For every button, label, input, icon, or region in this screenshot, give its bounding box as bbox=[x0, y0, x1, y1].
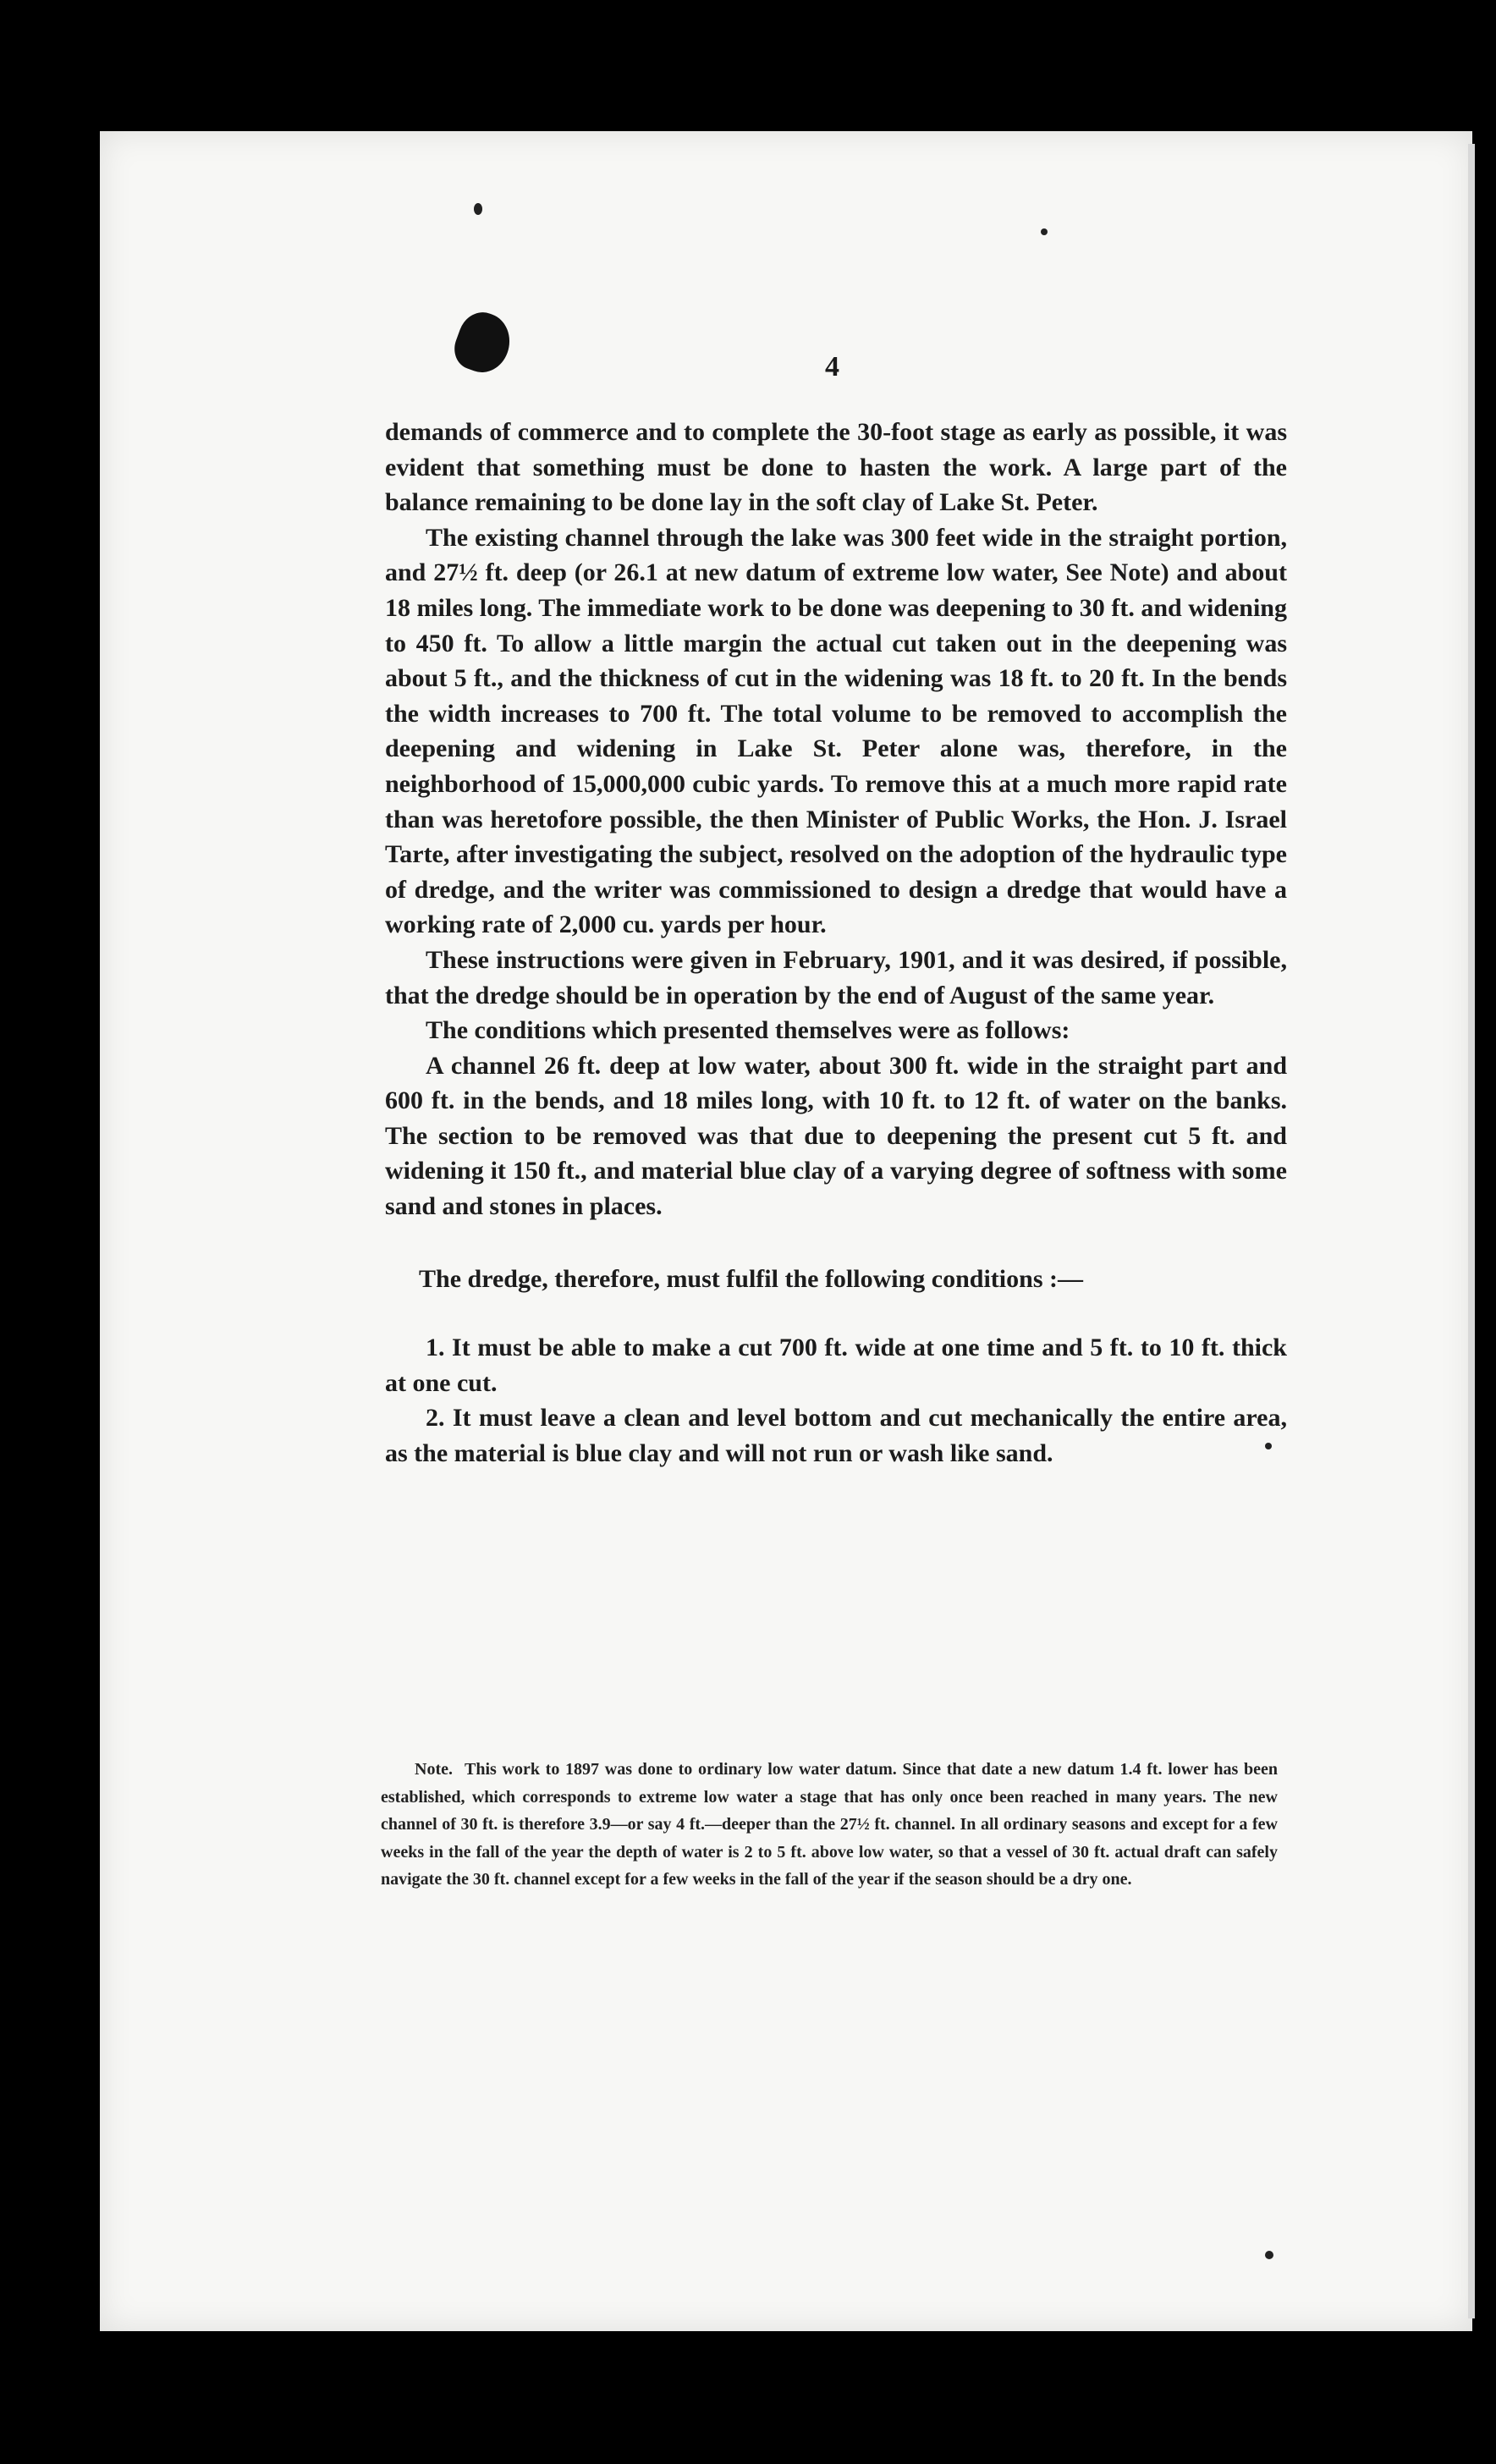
paragraph: These instructions were given in February, 1901, and it was desired, if possible, that the dredge should be in operation by the end of August of the same year. bbox=[385, 945, 1287, 1009]
conditions-heading: The dredge, therefore, must fulfil the following conditions :— bbox=[419, 1264, 1083, 1293]
paragraph: A channel 26 ft. deep at low water, about 300 ft. wide in the straight part and 600 ft. in the bends, and 18 miles long, with 10 ft. to 12 ft. of water on the banks. The section to be removed was that due to deepening the present cut 5 ft. and widening it 150 ft., and material blue clay of a varying degree of softness with some sand and stones in places. bbox=[385, 1051, 1287, 1221]
body-text bbox=[385, 415, 1287, 1471]
footnote bbox=[381, 1756, 1278, 1894]
paragraph: The conditions which presented themselves were as follows: bbox=[426, 1016, 1070, 1045]
condition-item: 2. It must leave a clean and level bottom and cut mechanically the entire area, as the material is blue clay and will not run or wash like sand. bbox=[385, 1404, 1287, 1468]
footnote-text: This work to 1897 was done to ordinary low water datum. Since that date a new datum 1.4 ft. lower has been established, which corresponds to extreme low water a stage that has only once been reached in many years. The new channel of 30 ft. is therefore 3.9—or say 4 ft.—deeper than the 27½ ft. channel. In all ordinary seasons and except for a few weeks in the fall of the year the depth of water is 2 to 5 ft. above low water, so that a vessel of 30 ft. actual draft can safely navigate the 30 ft. channel except for a few weeks in the fall of the year if the season should be a dry one. bbox=[381, 1760, 1278, 1889]
paragraph: demands of commerce and to complete the 30-foot stage as early as possible, it was evident that something must be done to hasten the work. A large part of the balance remaining to be done lay in the soft clay of Lake St. Peter. bbox=[385, 418, 1287, 517]
ink-speck bbox=[474, 203, 482, 215]
paragraph: The existing channel through the lake was 300 feet wide in the straight portion, and 27½ ft. deep (or 26.1 at new datum of extreme low water, See Note) and about 18 miles long. The immediate work to be done was deepening to 30 ft. and widening to 450 ft. To allow a little margin the actual cut taken out in the deepening was about 5 ft., and the thickness of cut in the widening was 18 ft. to 20 ft. In the bends the width increases to 700 ft. The total volume to be removed to accomplish the deepening and widening in Lake St. Peter alone was, therefore, in the neighborhood of 15,000,000 cubic yards. To remove this at a much more rapid rate than was heretofore possible, the then Minister of Public Works, the Hon. J. Israel Tarte, after investigating the subject, resolved on the adoption of the hydraulic type of dredge, and the writer was commissioned to design a dredge that would have a working rate of 2,000 cu. yards per hour. bbox=[385, 523, 1287, 939]
condition-item: 1. It must be able to make a cut 700 ft. wide at one time and 5 ft. to 10 ft. thick at one cut. bbox=[385, 1334, 1287, 1397]
footnote-label: Note. bbox=[415, 1760, 453, 1779]
conditions-list bbox=[385, 1330, 1287, 1471]
page-edge bbox=[1468, 144, 1475, 2318]
ink-speck bbox=[1041, 228, 1048, 235]
ink-speck bbox=[1265, 2251, 1273, 2259]
page-number: 4 bbox=[825, 351, 839, 382]
